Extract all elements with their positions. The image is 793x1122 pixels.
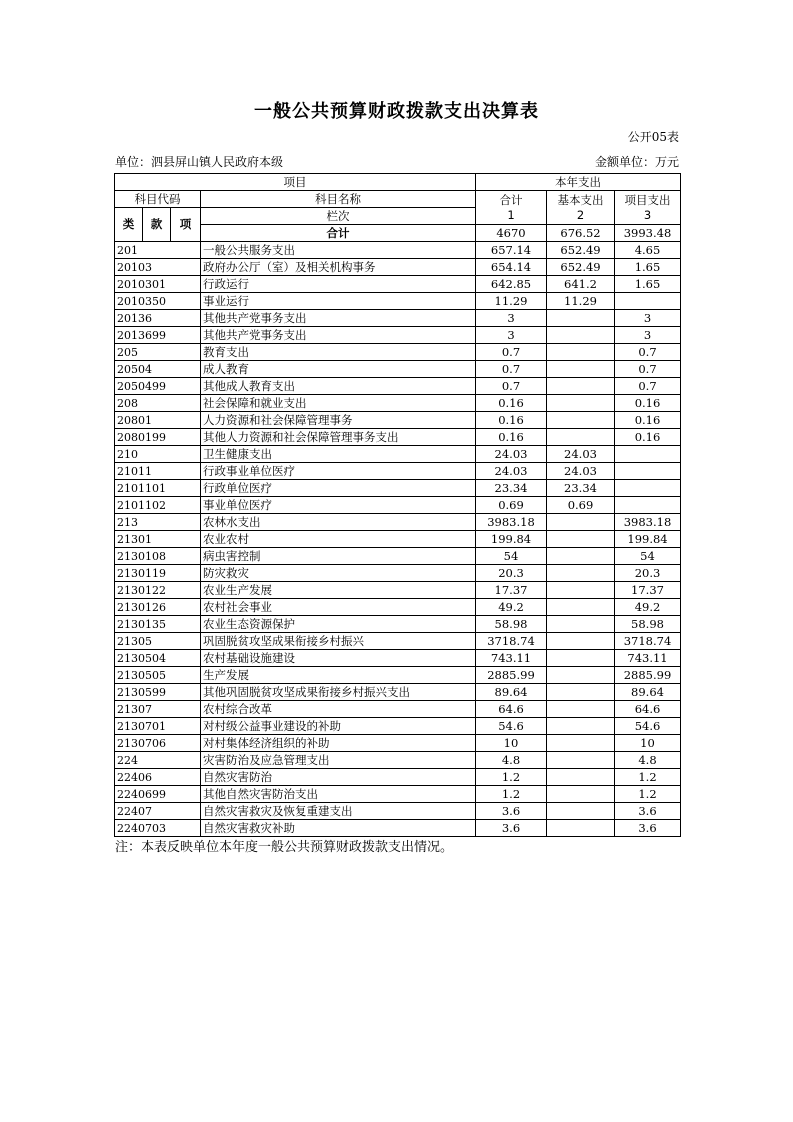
row-code: 2130504 bbox=[115, 650, 201, 667]
row-name: 农业生产发展 bbox=[201, 582, 476, 599]
row-name: 其他共产党事务支出 bbox=[201, 327, 476, 344]
row-total: 654.14 bbox=[476, 259, 547, 276]
row-code: 2050499 bbox=[115, 378, 201, 395]
row-total: 49.2 bbox=[476, 599, 547, 616]
row-code: 20136 bbox=[115, 310, 201, 327]
header-total bbox=[476, 191, 547, 225]
table-row bbox=[115, 650, 681, 667]
row-name: 对村级公益事业建设的补助 bbox=[201, 718, 476, 735]
row-code: 213 bbox=[115, 514, 201, 531]
row-name: 事业运行 bbox=[201, 293, 476, 310]
row-name: 灾害防治及应急管理支出 bbox=[201, 752, 476, 769]
row-project: 743.11 bbox=[615, 650, 681, 667]
header-total-label: 合计 bbox=[499, 192, 523, 207]
row-basic bbox=[547, 531, 615, 548]
row-project bbox=[615, 293, 681, 310]
row-code: 201 bbox=[115, 242, 201, 259]
row-name: 其他成人教育支出 bbox=[201, 378, 476, 395]
row-basic bbox=[547, 820, 615, 837]
row-code: 2130135 bbox=[115, 616, 201, 633]
row-total: 17.37 bbox=[476, 582, 547, 599]
table-row bbox=[115, 684, 681, 701]
row-code: 2130599 bbox=[115, 684, 201, 701]
table-row bbox=[115, 735, 681, 752]
row-total: 743.11 bbox=[476, 650, 547, 667]
header-row-1 bbox=[115, 174, 681, 191]
row-basic bbox=[547, 395, 615, 412]
unit-label: 单位：泗县屏山镇人民政府本级 bbox=[115, 155, 284, 169]
table-row bbox=[115, 310, 681, 327]
table-row bbox=[115, 514, 681, 531]
header-column-no: 栏次 bbox=[201, 208, 476, 225]
row-code: 22407 bbox=[115, 803, 201, 820]
header-name: 科目名称 bbox=[201, 191, 476, 208]
row-code: 2010350 bbox=[115, 293, 201, 310]
table-row bbox=[115, 803, 681, 820]
row-basic bbox=[547, 310, 615, 327]
row-project: 3718.74 bbox=[615, 633, 681, 650]
row-total: 3.6 bbox=[476, 820, 547, 837]
row-project: 3 bbox=[615, 327, 681, 344]
row-code: 2130122 bbox=[115, 582, 201, 599]
row-total: 642.85 bbox=[476, 276, 547, 293]
row-project: 4.65 bbox=[615, 242, 681, 259]
row-total: 89.64 bbox=[476, 684, 547, 701]
table-row bbox=[115, 344, 681, 361]
row-total: 0.16 bbox=[476, 412, 547, 429]
table-row bbox=[115, 531, 681, 548]
table-row bbox=[115, 412, 681, 429]
row-total: 58.98 bbox=[476, 616, 547, 633]
row-name: 行政单位医疗 bbox=[201, 480, 476, 497]
table-row bbox=[115, 361, 681, 378]
row-basic bbox=[547, 327, 615, 344]
table-row bbox=[115, 752, 681, 769]
row-project: 199.84 bbox=[615, 531, 681, 548]
row-name: 教育支出 bbox=[201, 344, 476, 361]
table-row bbox=[115, 786, 681, 803]
row-basic bbox=[547, 429, 615, 446]
table-row bbox=[115, 497, 681, 514]
row-total: 0.16 bbox=[476, 429, 547, 446]
row-project: 1.65 bbox=[615, 276, 681, 293]
row-project bbox=[615, 463, 681, 480]
header-code: 科目代码 bbox=[115, 191, 201, 208]
row-code: 205 bbox=[115, 344, 201, 361]
row-name: 其他自然灾害防治支出 bbox=[201, 786, 476, 803]
row-name: 农村综合改革 bbox=[201, 701, 476, 718]
row-project: 0.16 bbox=[615, 395, 681, 412]
row-basic bbox=[547, 735, 615, 752]
row-name: 巩固脱贫攻坚成果衔接乡村振兴 bbox=[201, 633, 476, 650]
table-row bbox=[115, 548, 681, 565]
row-basic bbox=[547, 684, 615, 701]
table-row bbox=[115, 480, 681, 497]
row-project: 2885.99 bbox=[615, 667, 681, 684]
row-basic bbox=[547, 378, 615, 395]
header-lei: 类 bbox=[115, 208, 143, 242]
header-row-2 bbox=[115, 191, 681, 208]
header-kuan: 款 bbox=[143, 208, 171, 242]
row-code: 210 bbox=[115, 446, 201, 463]
row-code: 2240699 bbox=[115, 786, 201, 803]
table-row bbox=[115, 667, 681, 684]
row-basic bbox=[547, 514, 615, 531]
row-name: 其他巩固脱贫攻坚成果衔接乡村振兴支出 bbox=[201, 684, 476, 701]
row-project: 0.7 bbox=[615, 378, 681, 395]
row-code: 21011 bbox=[115, 463, 201, 480]
row-project: 1.2 bbox=[615, 786, 681, 803]
table-row bbox=[115, 582, 681, 599]
row-project: 49.2 bbox=[615, 599, 681, 616]
table-row bbox=[115, 633, 681, 650]
row-project: 0.7 bbox=[615, 344, 681, 361]
row-basic bbox=[547, 616, 615, 633]
row-total: 54 bbox=[476, 548, 547, 565]
row-basic bbox=[547, 565, 615, 582]
row-total: 657.14 bbox=[476, 242, 547, 259]
header-current-year: 本年支出 bbox=[476, 174, 681, 191]
row-code: 208 bbox=[115, 395, 201, 412]
money-unit-label: 金额单位：万元 bbox=[594, 155, 679, 169]
table-row bbox=[115, 378, 681, 395]
row-total: 24.03 bbox=[476, 446, 547, 463]
row-total: 3.6 bbox=[476, 803, 547, 820]
row-total: 23.34 bbox=[476, 480, 547, 497]
row-name: 行政运行 bbox=[201, 276, 476, 293]
row-basic bbox=[547, 361, 615, 378]
row-code: 2080199 bbox=[115, 429, 201, 446]
row-basic bbox=[547, 701, 615, 718]
row-code: 2130119 bbox=[115, 565, 201, 582]
row-project: 58.98 bbox=[615, 616, 681, 633]
table-row bbox=[115, 769, 681, 786]
table-row bbox=[115, 446, 681, 463]
row-basic bbox=[547, 667, 615, 684]
row-name: 事业单位医疗 bbox=[201, 497, 476, 514]
row-basic bbox=[547, 633, 615, 650]
table-row bbox=[115, 429, 681, 446]
header-project: 项目 bbox=[115, 174, 476, 191]
row-basic: 652.49 bbox=[547, 242, 615, 259]
header-col3: 3 bbox=[643, 207, 652, 222]
row-code: 2130108 bbox=[115, 548, 201, 565]
header-xiang: 项 bbox=[171, 208, 201, 242]
row-total: 1.2 bbox=[476, 769, 547, 786]
row-code: 20504 bbox=[115, 361, 201, 378]
row-name: 其他人力资源和社会保障管理事务支出 bbox=[201, 429, 476, 446]
row-project bbox=[615, 446, 681, 463]
row-basic: 24.03 bbox=[547, 463, 615, 480]
header-col1: 1 bbox=[507, 207, 515, 222]
row-name: 病虫害控制 bbox=[201, 548, 476, 565]
row-project: 4.8 bbox=[615, 752, 681, 769]
row-total: 3 bbox=[476, 310, 547, 327]
row-basic: 652.49 bbox=[547, 259, 615, 276]
row-total: 54.6 bbox=[476, 718, 547, 735]
row-basic bbox=[547, 548, 615, 565]
table-row bbox=[115, 565, 681, 582]
row-basic bbox=[547, 412, 615, 429]
table-row bbox=[115, 616, 681, 633]
row-name: 社会保障和就业支出 bbox=[201, 395, 476, 412]
row-project: 3 bbox=[615, 310, 681, 327]
row-project: 54 bbox=[615, 548, 681, 565]
row-total: 0.69 bbox=[476, 497, 547, 514]
row-code: 2101101 bbox=[115, 480, 201, 497]
row-project: 3.6 bbox=[615, 803, 681, 820]
table-row bbox=[115, 463, 681, 480]
row-name: 卫生健康支出 bbox=[201, 446, 476, 463]
row-project: 1.65 bbox=[615, 259, 681, 276]
header-basic bbox=[547, 191, 615, 225]
row-project bbox=[615, 480, 681, 497]
footnote: 注：本表反映单位本年度一般公共预算财政拨款支出情况。 bbox=[115, 840, 454, 855]
row-name: 防灾救灾 bbox=[201, 565, 476, 582]
row-basic bbox=[547, 752, 615, 769]
row-code: 20801 bbox=[115, 412, 201, 429]
table-row bbox=[115, 276, 681, 293]
row-total: 3718.74 bbox=[476, 633, 547, 650]
table-row bbox=[115, 293, 681, 310]
table-row bbox=[115, 327, 681, 344]
row-total: 1.2 bbox=[476, 786, 547, 803]
row-name: 农业生态资源保护 bbox=[201, 616, 476, 633]
header-project-exp-label: 项目支出 bbox=[624, 192, 671, 207]
table-row bbox=[115, 599, 681, 616]
form-number: 公开05表 bbox=[627, 130, 679, 144]
sum-project: 3993.48 bbox=[615, 225, 681, 242]
row-name: 人力资源和社会保障管理事务 bbox=[201, 412, 476, 429]
row-code: 21301 bbox=[115, 531, 201, 548]
row-total: 64.6 bbox=[476, 701, 547, 718]
row-total: 2885.99 bbox=[476, 667, 547, 684]
row-code: 224 bbox=[115, 752, 201, 769]
row-name: 自然灾害救灾补助 bbox=[201, 820, 476, 837]
row-code: 2130706 bbox=[115, 735, 201, 752]
row-total: 4.8 bbox=[476, 752, 547, 769]
row-total: 0.16 bbox=[476, 395, 547, 412]
row-name: 行政事业单位医疗 bbox=[201, 463, 476, 480]
header-project-exp bbox=[615, 191, 681, 225]
row-code: 20103 bbox=[115, 259, 201, 276]
row-project: 20.3 bbox=[615, 565, 681, 582]
row-project: 17.37 bbox=[615, 582, 681, 599]
row-total: 0.7 bbox=[476, 344, 547, 361]
row-name: 其他共产党事务支出 bbox=[201, 310, 476, 327]
row-code: 22406 bbox=[115, 769, 201, 786]
row-basic: 23.34 bbox=[547, 480, 615, 497]
row-code: 2010301 bbox=[115, 276, 201, 293]
row-total: 24.03 bbox=[476, 463, 547, 480]
row-total: 10 bbox=[476, 735, 547, 752]
row-project: 3.6 bbox=[615, 820, 681, 837]
row-basic bbox=[547, 769, 615, 786]
row-basic bbox=[547, 344, 615, 361]
sum-total: 4670 bbox=[476, 225, 547, 242]
row-basic: 641.2 bbox=[547, 276, 615, 293]
row-basic bbox=[547, 582, 615, 599]
row-code: 2130126 bbox=[115, 599, 201, 616]
row-total: 0.7 bbox=[476, 378, 547, 395]
row-project: 0.16 bbox=[615, 429, 681, 446]
row-basic bbox=[547, 718, 615, 735]
row-name: 自然灾害救灾及恢复重建支出 bbox=[201, 803, 476, 820]
sum-basic: 676.52 bbox=[547, 225, 615, 242]
row-name: 对村集体经济组织的补助 bbox=[201, 735, 476, 752]
table-row bbox=[115, 395, 681, 412]
row-basic bbox=[547, 803, 615, 820]
row-basic bbox=[547, 650, 615, 667]
row-code: 2130701 bbox=[115, 718, 201, 735]
header-col2: 2 bbox=[576, 207, 585, 222]
row-project: 54.6 bbox=[615, 718, 681, 735]
header-basic-label: 基本支出 bbox=[557, 192, 604, 207]
row-project: 3983.18 bbox=[615, 514, 681, 531]
row-name: 一般公共服务支出 bbox=[201, 242, 476, 259]
row-total: 199.84 bbox=[476, 531, 547, 548]
table-row bbox=[115, 259, 681, 276]
row-total: 3 bbox=[476, 327, 547, 344]
page-title: 一般公共预算财政拨款支出决算表 bbox=[254, 101, 539, 122]
expenditure-table bbox=[114, 173, 681, 837]
row-basic: 0.69 bbox=[547, 497, 615, 514]
row-project: 0.16 bbox=[615, 412, 681, 429]
row-project: 10 bbox=[615, 735, 681, 752]
row-project: 89.64 bbox=[615, 684, 681, 701]
row-total: 20.3 bbox=[476, 565, 547, 582]
row-project: 1.2 bbox=[615, 769, 681, 786]
row-total: 3983.18 bbox=[476, 514, 547, 531]
row-code: 2101102 bbox=[115, 497, 201, 514]
row-basic: 24.03 bbox=[547, 446, 615, 463]
table-row bbox=[115, 718, 681, 735]
row-project: 64.6 bbox=[615, 701, 681, 718]
row-name: 政府办公厅（室）及相关机构事务 bbox=[201, 259, 476, 276]
row-basic: 11.29 bbox=[547, 293, 615, 310]
row-project bbox=[615, 497, 681, 514]
row-name: 生产发展 bbox=[201, 667, 476, 684]
row-project: 0.7 bbox=[615, 361, 681, 378]
table-row bbox=[115, 701, 681, 718]
row-name: 农村基础设施建设 bbox=[201, 650, 476, 667]
row-name: 自然灾害防治 bbox=[201, 769, 476, 786]
row-basic bbox=[547, 786, 615, 803]
row-code: 2013699 bbox=[115, 327, 201, 344]
row-basic bbox=[547, 599, 615, 616]
row-code: 21307 bbox=[115, 701, 201, 718]
row-code: 21305 bbox=[115, 633, 201, 650]
table-row bbox=[115, 242, 681, 259]
row-code: 2240703 bbox=[115, 820, 201, 837]
row-total: 11.29 bbox=[476, 293, 547, 310]
row-code: 2130505 bbox=[115, 667, 201, 684]
row-name: 农业农村 bbox=[201, 531, 476, 548]
row-name: 农林水支出 bbox=[201, 514, 476, 531]
row-name: 成人教育 bbox=[201, 361, 476, 378]
table-row bbox=[115, 820, 681, 837]
row-total: 0.7 bbox=[476, 361, 547, 378]
row-name: 农村社会事业 bbox=[201, 599, 476, 616]
sum-label: 合计 bbox=[201, 225, 476, 242]
